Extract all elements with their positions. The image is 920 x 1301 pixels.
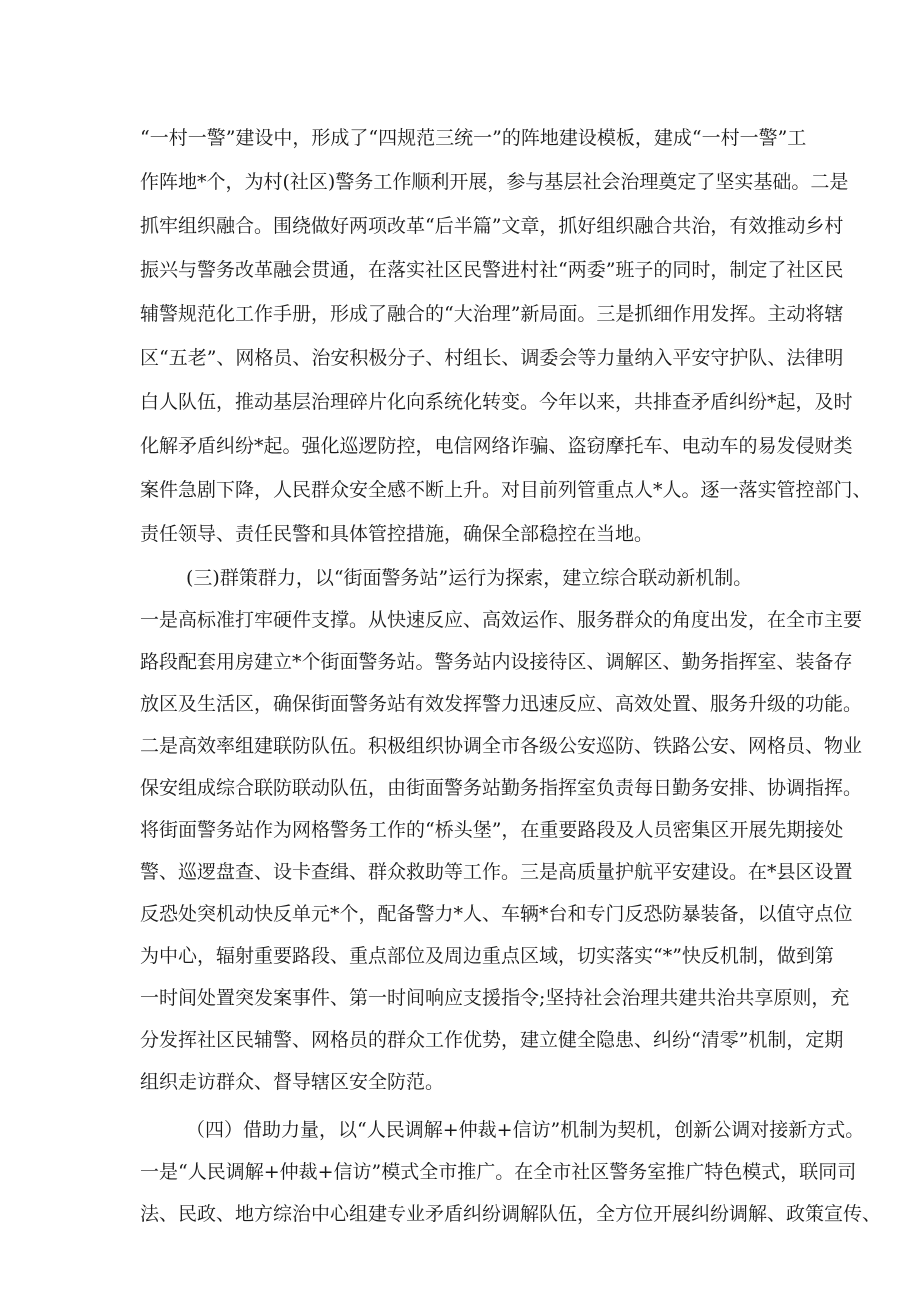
text-line: 组织走访群众、督导辖区安全防范。 [140, 1071, 445, 1093]
text-line: 作阵地*个，为村(社区)警务工作顺利开展，参与基层社会治理奠定了坚实基础。二是 [140, 171, 849, 193]
text-line: 一是“人民调解+仲裁+信访”模式全市推广。在全市社区警务室推广特色模式，联同司 [140, 1161, 857, 1183]
text-line: 白人队伍，推动基层治理碎片化向系统化转变。今年以来，共排查矛盾纠纷*起，及时 [140, 391, 853, 413]
text-line: 路段配套用房建立*个街面警务站。警务站内设接待区、调解区、勤务指挥室、装备存 [140, 651, 853, 673]
text-line: 案件急剧下降，人民群众安全感不断上升。对目前列管重点人*人。逐一落实管控部门、 [140, 479, 872, 501]
text-line: 为中心，辐射重要路段、重点部位及周边重点区域，切实落实“*”快反机制，做到第 [140, 945, 834, 967]
text-line: 反恐处突机动快反单元*个，配备警力*人、车辆*台和专门反恐防暴装备，以值守点位 [140, 903, 853, 925]
text-line: 抓牢组织融合。围绕做好两项改革“后半篇”文章，抓好组织融合共治，有效推动乡村 [140, 215, 844, 237]
text-line: 警、巡逻盘查、设卡查缉、群众救助等工作。三是高质量护航平安建设。在*县区设置 [140, 861, 853, 883]
text-line: 辅警规范化工作手册，形成了融合的“大治理”新局面。三是抓细作用发挥。主动将辖 [140, 303, 844, 325]
section-heading: (三)群策群力，以“街面警务站”运行为探索，建立综合联动新机制。 [186, 567, 753, 589]
text-line: 将街面警务站作为网格警务工作的“桥头堡”，在重要路段及人员密集区开展先期接处 [140, 819, 844, 841]
text-line: 保安组成综合联防联动队伍，由街面警务站勤务指挥室负责每日勤务安排、协调指挥。 [140, 777, 863, 799]
text-line: 法、民政、地方综治中心组建专业矛盾纠纷调解队伍，全方位开展纠纷调解、政策宣传、 [140, 1203, 882, 1225]
text-line: 区“五老”、网格员、治安积极分子、村组长、调委会等力量纳入平安守护队、法律明 [140, 347, 844, 369]
text-line: 责任领导、责任民警和具体管控措施，确保全部稳控在当地。 [140, 523, 654, 545]
text-line: 化解矛盾纠纷*起。强化巡逻防控，电信网络诈骗、盗窃摩托车、电动车的易发侵财类 [140, 435, 853, 457]
text-line: 一时间处置突发案事件、第一时间响应支援指令;坚持社会治理共建共治共享原则，充 [140, 987, 850, 1009]
text-line: 一是高标准打牢硬件支撑。从快速反应、高效运作、服务群众的角度出发，在全市主要 [140, 609, 863, 631]
section-heading: （四）借助力量，以“人民调解+仲裁+信访”机制为契机，创新公调对接新方式。 [186, 1119, 865, 1141]
text-line: 二是高效率组建联防队伍。积极组织协调全市各级公安巡防、铁路公安、网格员、物业 [140, 735, 863, 757]
text-line: 放区及生活区，确保街面警务站有效发挥警力迅速反应、高效处置、服务升级的功能。 [140, 693, 863, 715]
text-line: “一村一警”建设中，形成了“四规范三统一”的阵地建设模板，建成“一村一警”工 [140, 127, 807, 149]
text-line: 振兴与警务改革融会贯通，在落实社区民警进村社“两委”班子的同时，制定了社区民 [140, 259, 844, 281]
text-line: 分发挥社区民辅警、网格员的群众工作优势，建立健全隐患、纠纷“清零”机制，定期 [140, 1029, 844, 1051]
